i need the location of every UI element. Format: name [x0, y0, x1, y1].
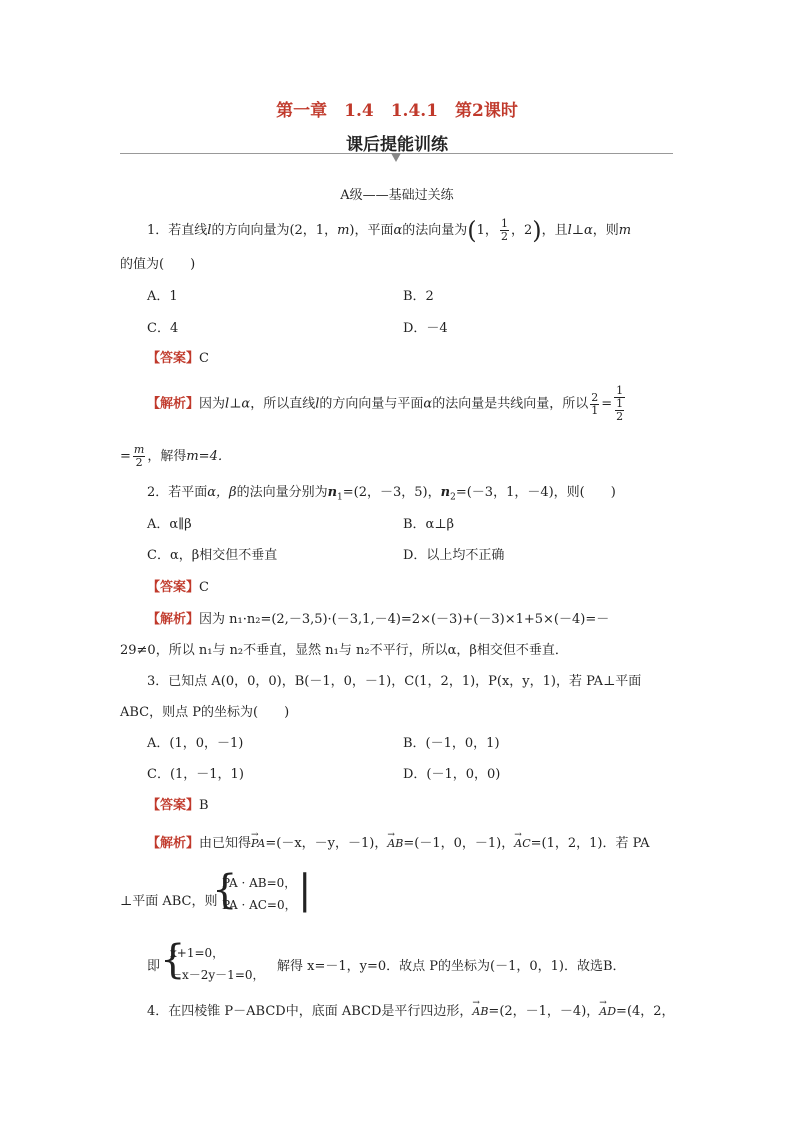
system2-eq1: x+1=0， [170, 946, 225, 960]
q1-answer: 【答案】C [147, 351, 209, 366]
system1 [222, 872, 297, 916]
system1-left-brace: { [212, 867, 238, 913]
page-subtitle: 课后提能训练 [346, 135, 448, 155]
q3-ji: 即 [147, 959, 161, 974]
q2-analysis-line1: 【解析】因为 n₁·n₂=(2,－3,5)·(－3,1,－4)=2×(－3)+(－3)×1+5×(－4)=－ [147, 612, 610, 627]
q3-option-b: B．(－1，0，1) [403, 736, 500, 751]
q3-analysis-line1: 【解析】由已知得→ PA=(－x，－y，－1)，→ AB=(－1，0，－1)，→ AC=(1，2，1)．若 PA [147, 835, 650, 853]
q1-stem-line2: 的值为( ) [120, 257, 196, 272]
q3-stem-line2: ABC，则点 P的坐标为( ) [120, 705, 290, 720]
page-title: 第一章 1.4 1.4.1 第2课时 [276, 101, 518, 121]
system2-eq2: －x－2y－1=0， [170, 968, 265, 982]
q4-stem: 4．在四棱锥 P－ABCD中，底面 ABCD是平行四边形，→ AB=(2，－1，－4)，→ AD=(4，2， [147, 1003, 675, 1021]
q1-analysis-line1: 【解析】因为l⊥α，所以直线l的方向向量与平面α的法向量是共线向量，所以 $\frac{2}{1}$ = $\frac{1}{\frac{1}{2}}$ [147, 384, 624, 423]
section-level: A级——基础过关练 [340, 188, 454, 203]
q1-option-b: B．2 [403, 289, 434, 304]
q2-option-c: C．α，β相交但不垂直 [147, 548, 278, 563]
q1-option-d: D．－4 [403, 321, 448, 336]
q2-option-b: B．α⊥β [403, 517, 455, 532]
q2-stem: 2．若平面α，β的法向量分别为$n_1=(2$，－3，5)，$n_2=(-3$，1，－4)，则( ) [147, 485, 616, 503]
q2-analysis-line2: 29≠0，所以 n₁与 n₂不垂直，显然 n₁与 n₂不平行，所以α，β相交但不垂直． [120, 643, 568, 658]
q2-option-a: A．α∥β [147, 517, 192, 532]
q3-option-a: A．(1，0，－1) [147, 736, 244, 751]
q2-answer: 【答案】C [147, 580, 209, 595]
q1-option-c: C．4 [147, 321, 179, 336]
q1-option-a: A．1 [147, 289, 178, 304]
system2 [170, 942, 265, 986]
system2-left-brace: { [160, 937, 186, 983]
q1-analysis-line2: = $\frac{m}{2}$ ，解得m=4． [120, 443, 231, 469]
q3-analysis-result: 解得 x=－1，y=0．故点 P的坐标为(－1，0，1)．故选B． [277, 959, 626, 974]
q2-option-d: D．以上均不正确 [403, 548, 505, 563]
q3-analysis-perp: ⊥平面 ABC，则 [120, 894, 218, 909]
q1-stem-line1: 1．若直线l的方向向量为(2，1，m)，平面α的法向量为(1， $\frac{1}{2}$ ，2)，且l⊥α，则m [147, 216, 632, 245]
q1-frac: $\frac{1}{2}$ [500, 217, 508, 243]
q3-stem-line1: 3．已知点 A(0，0，0)，B(－1，0，－1)，C(1，2，1)，P(x，y，1)，若 PA⊥平面 [147, 674, 642, 689]
q3-option-d: D．(－1，0，0) [403, 767, 501, 782]
q3-answer: 【答案】B [147, 798, 209, 813]
system1-eq2: PA · AC=0， [222, 898, 297, 912]
q3-option-c: C．(1，－1，1) [147, 767, 244, 782]
system1-eq1: PA · AB=0， [222, 876, 297, 890]
system1-right-bar: | [298, 867, 312, 913]
divider-triangle-icon [391, 153, 401, 162]
